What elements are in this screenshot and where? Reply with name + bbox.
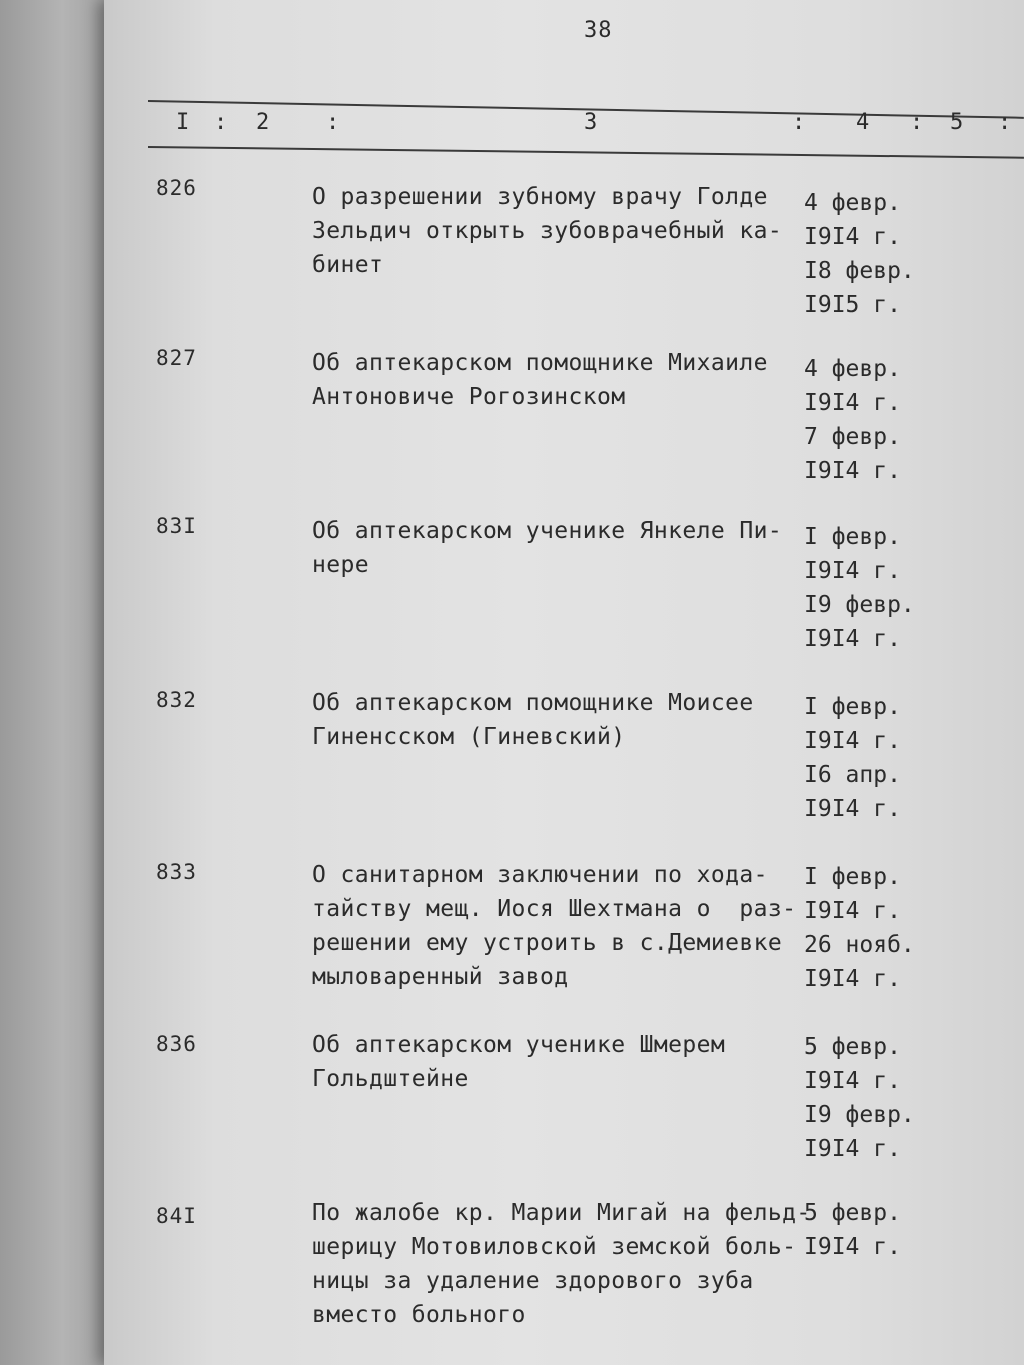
underlying-page-edge (0, 0, 104, 1365)
entry-number: 833 (156, 860, 197, 884)
entry-dates: 5 февр. I9I4 г. (804, 1200, 901, 1260)
entry-number: 836 (156, 1032, 197, 1056)
column-header-3: 3 (584, 110, 598, 135)
entry-title: Об аптекарском помощнике Моисее Гиненсском (Гиневский) (312, 690, 754, 750)
entry-number: 832 (156, 688, 197, 712)
column-separator: : (910, 110, 924, 135)
column-header-5: 5 (950, 110, 964, 135)
entry-title: По жалобе кр. Марии Мигай на фельд- шерицу Мотовиловской земской боль- ницы за удаление здорового зуба вместо больного (312, 1200, 811, 1328)
column-separator: : (998, 110, 1012, 135)
entry-title: Об аптекарском ученике Янкеле Пи- нере (312, 518, 783, 578)
entry-title: Об аптекарском ученике Шмерем Гольдштейне (312, 1032, 726, 1092)
entry-dates: 5 февр. I9I4 г. I9 февр. I9I4 г. (804, 1034, 915, 1162)
entry-number: 826 (156, 176, 197, 200)
document-page (104, 0, 1024, 1365)
header-rule-bottom (148, 146, 1024, 159)
entry-title: Об аптекарском помощнике Михаиле Антоновиче Рогозинском (312, 350, 768, 410)
entry-number: 83I (156, 514, 197, 538)
entry-dates: I февр. I9I4 г. I9 февр. I9I4 г. (804, 524, 915, 652)
entry-dates: 4 февр. I9I4 г. I8 февр. I9I5 г. (804, 190, 915, 318)
column-separator: : (326, 110, 340, 135)
entry-dates: 4 февр. I9I4 г. 7 февр. I9I4 г. (804, 356, 901, 484)
page-number: 38 (584, 18, 613, 43)
column-separator: : (792, 110, 806, 135)
entry-title: О санитарном заключении по хода- тайству мещ. Иося Шехтмана о раз- решении ему устроить в с.Демиевке мыловаренный завод (312, 862, 797, 990)
column-header-2: 2 (256, 110, 270, 135)
entry-number: 827 (156, 346, 197, 370)
entry-dates: I февр. I9I4 г. 26 нояб. I9I4 г. (804, 864, 915, 992)
column-header-1: I (176, 110, 190, 135)
entry-dates: I февр. I9I4 г. I6 апр. I9I4 г. (804, 694, 901, 822)
column-header-4: 4 (856, 110, 870, 135)
entry-title: О разрешении зубному врачу Голде Зельдич открыть зубоврачебный ка- бинет (312, 184, 783, 278)
entry-number: 84I (156, 1204, 197, 1228)
column-separator: : (214, 110, 228, 135)
